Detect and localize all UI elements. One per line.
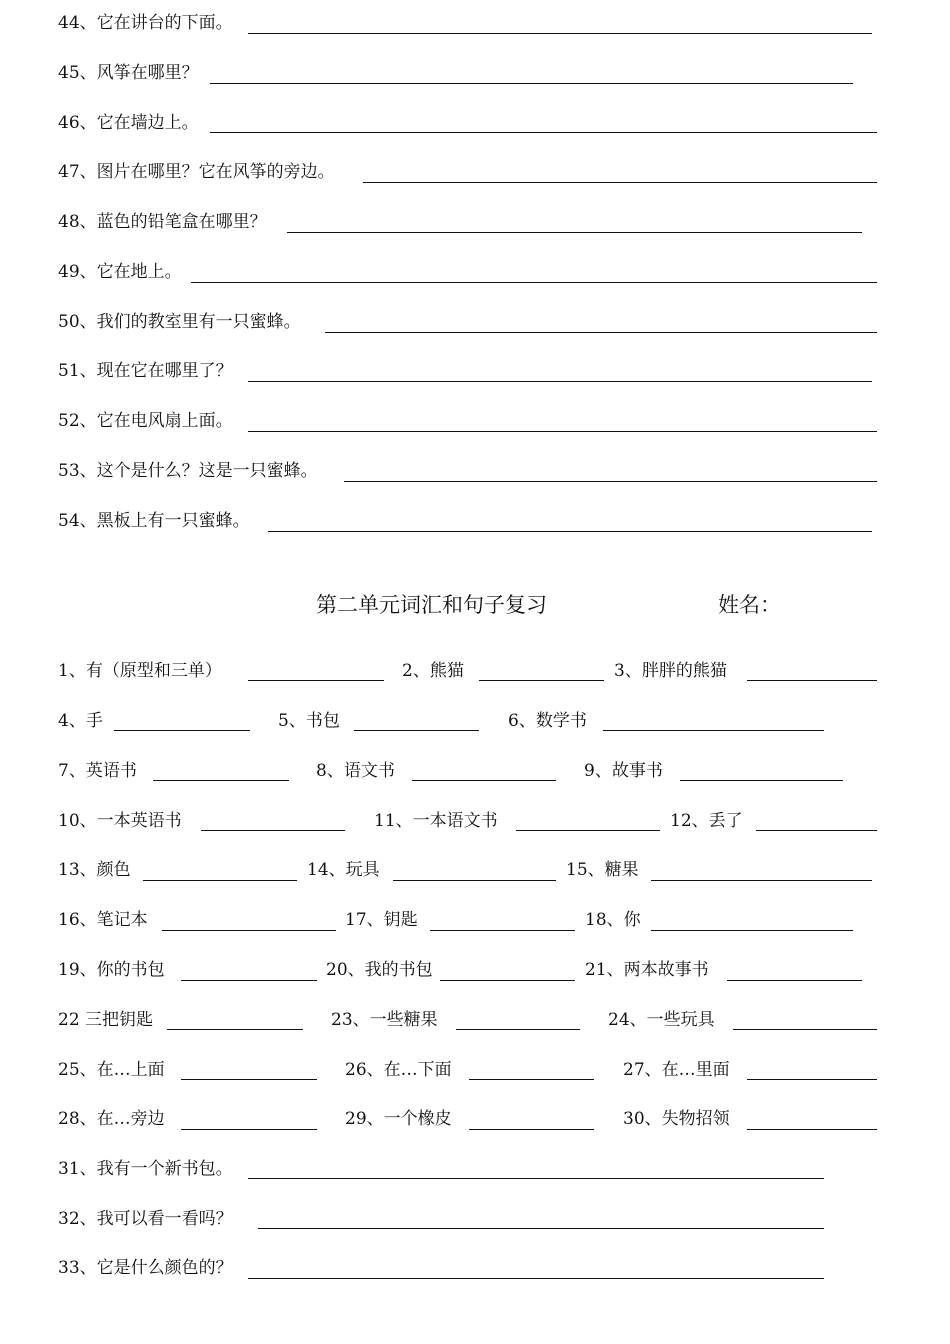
vocab-label: 5、书包 bbox=[278, 711, 340, 731]
vocab-answer-line[interactable] bbox=[747, 1079, 877, 1080]
vocab-answer-line[interactable] bbox=[393, 880, 556, 881]
vocab-label: 2、熊猫 bbox=[402, 661, 464, 681]
answer-line[interactable] bbox=[248, 431, 877, 432]
answer-line[interactable] bbox=[325, 332, 877, 333]
vocab-answer-line[interactable] bbox=[181, 1079, 317, 1080]
vocab-label: 21、两本故事书 bbox=[585, 960, 709, 980]
vocab-label: 24、一些玩具 bbox=[608, 1010, 715, 1030]
answer-line[interactable] bbox=[248, 1178, 824, 1179]
vocab-answer-line[interactable] bbox=[651, 880, 872, 881]
answer-line[interactable] bbox=[248, 1278, 824, 1279]
sentence-prompt: 54、黑板上有一只蜜蜂。 bbox=[58, 511, 250, 531]
vocab-label: 15、糖果 bbox=[566, 860, 639, 880]
vocab-label: 16、笔记本 bbox=[58, 910, 148, 930]
sentence-prompt: 52、它在电风扇上面。 bbox=[58, 411, 233, 431]
vocab-answer-line[interactable] bbox=[201, 830, 345, 831]
sentence-prompt: 45、风筝在哪里？ bbox=[58, 63, 199, 83]
vocab-label: 25、在…上面 bbox=[58, 1060, 165, 1080]
vocab-label: 29、一个橡皮 bbox=[345, 1109, 452, 1129]
vocab-answer-line[interactable] bbox=[747, 1129, 877, 1130]
answer-line[interactable] bbox=[248, 33, 872, 34]
vocab-answer-line[interactable] bbox=[456, 1029, 580, 1030]
sentence-prompt: 48、蓝色的铅笔盒在哪里？ bbox=[58, 212, 267, 232]
sentence-prompt: 47、图片在哪里？它在风筝的旁边。 bbox=[58, 162, 335, 182]
sentence-prompt: 53、这个是什么？这是一只蜜蜂。 bbox=[58, 461, 318, 481]
vocab-label: 18、你 bbox=[585, 910, 641, 930]
vocab-answer-line[interactable] bbox=[354, 730, 479, 731]
answer-line[interactable] bbox=[210, 83, 853, 84]
vocab-label: 6、数学书 bbox=[508, 711, 587, 731]
sentence-prompt: 50、我们的教室里有一只蜜蜂。 bbox=[58, 312, 301, 332]
vocab-answer-line[interactable] bbox=[469, 1079, 594, 1080]
sentence-prompt: 31、我有一个新书包。 bbox=[58, 1159, 233, 1179]
vocab-label: 19、你的书包 bbox=[58, 960, 165, 980]
vocab-label: 13、颜色 bbox=[58, 860, 131, 880]
vocab-label: 8、语文书 bbox=[316, 761, 395, 781]
name-label: 姓名： bbox=[718, 593, 781, 617]
vocab-answer-line[interactable] bbox=[747, 680, 877, 681]
answer-line[interactable] bbox=[210, 132, 877, 133]
vocab-answer-line[interactable] bbox=[469, 1129, 594, 1130]
answer-line[interactable] bbox=[287, 232, 862, 233]
vocab-answer-line[interactable] bbox=[167, 1029, 303, 1030]
vocab-label: 30、失物招领 bbox=[623, 1109, 730, 1129]
vocab-label: 11、一本语文书 bbox=[374, 811, 498, 831]
vocab-label: 14、玩具 bbox=[307, 860, 380, 880]
vocab-answer-line[interactable] bbox=[516, 830, 660, 831]
vocab-answer-line[interactable] bbox=[733, 1029, 877, 1030]
vocab-answer-line[interactable] bbox=[756, 830, 877, 831]
vocab-answer-line[interactable] bbox=[603, 730, 824, 731]
vocab-label: 10、一本英语书 bbox=[58, 811, 182, 831]
vocab-label: 1、有（原型和三单） bbox=[58, 661, 222, 681]
vocab-label: 17、钥匙 bbox=[345, 910, 418, 930]
section-title: 第二单元词汇和句子复习 bbox=[316, 593, 547, 617]
vocab-answer-line[interactable] bbox=[430, 930, 575, 931]
vocab-label: 7、英语书 bbox=[58, 761, 137, 781]
vocab-label: 27、在…里面 bbox=[623, 1060, 730, 1080]
vocab-label: 3、胖胖的熊猫 bbox=[614, 661, 727, 681]
answer-line[interactable] bbox=[258, 1228, 824, 1229]
answer-line[interactable] bbox=[248, 381, 872, 382]
vocab-label: 9、故事书 bbox=[584, 761, 663, 781]
answer-line[interactable] bbox=[344, 481, 877, 482]
sentence-prompt: 33、它是什么颜色的？ bbox=[58, 1258, 233, 1278]
vocab-label: 23、一些糖果 bbox=[331, 1010, 438, 1030]
vocab-answer-line[interactable] bbox=[651, 930, 853, 931]
vocab-label: 4、手 bbox=[58, 711, 103, 731]
answer-line[interactable] bbox=[191, 282, 877, 283]
vocab-answer-line[interactable] bbox=[181, 1129, 317, 1130]
vocab-answer-line[interactable] bbox=[248, 680, 384, 681]
vocab-answer-line[interactable] bbox=[114, 730, 250, 731]
vocab-label: 12、丢了 bbox=[670, 811, 743, 831]
vocab-answer-line[interactable] bbox=[440, 980, 575, 981]
sentence-prompt: 51、现在它在哪里了？ bbox=[58, 361, 233, 381]
vocab-label: 26、在…下面 bbox=[345, 1060, 452, 1080]
sentence-prompt: 49、它在地上。 bbox=[58, 262, 182, 282]
answer-line[interactable] bbox=[268, 531, 872, 532]
vocab-answer-line[interactable] bbox=[680, 780, 843, 781]
sentence-prompt: 44、它在讲台的下面。 bbox=[58, 13, 233, 33]
vocab-answer-line[interactable] bbox=[181, 980, 317, 981]
sentence-prompt: 46、它在墙边上。 bbox=[58, 113, 199, 133]
vocab-answer-line[interactable] bbox=[479, 680, 604, 681]
vocab-answer-line[interactable] bbox=[153, 780, 289, 781]
vocab-label: 28、在…旁边 bbox=[58, 1109, 165, 1129]
vocab-answer-line[interactable] bbox=[727, 980, 862, 981]
vocab-answer-line[interactable] bbox=[412, 780, 556, 781]
vocab-answer-line[interactable] bbox=[143, 880, 297, 881]
vocab-label: 20、我的书包 bbox=[326, 960, 433, 980]
vocab-answer-line[interactable] bbox=[162, 930, 336, 931]
vocab-label: 22 三把钥匙 bbox=[58, 1010, 154, 1030]
answer-line[interactable] bbox=[363, 182, 877, 183]
sentence-prompt: 32、我可以看一看吗？ bbox=[58, 1209, 233, 1229]
